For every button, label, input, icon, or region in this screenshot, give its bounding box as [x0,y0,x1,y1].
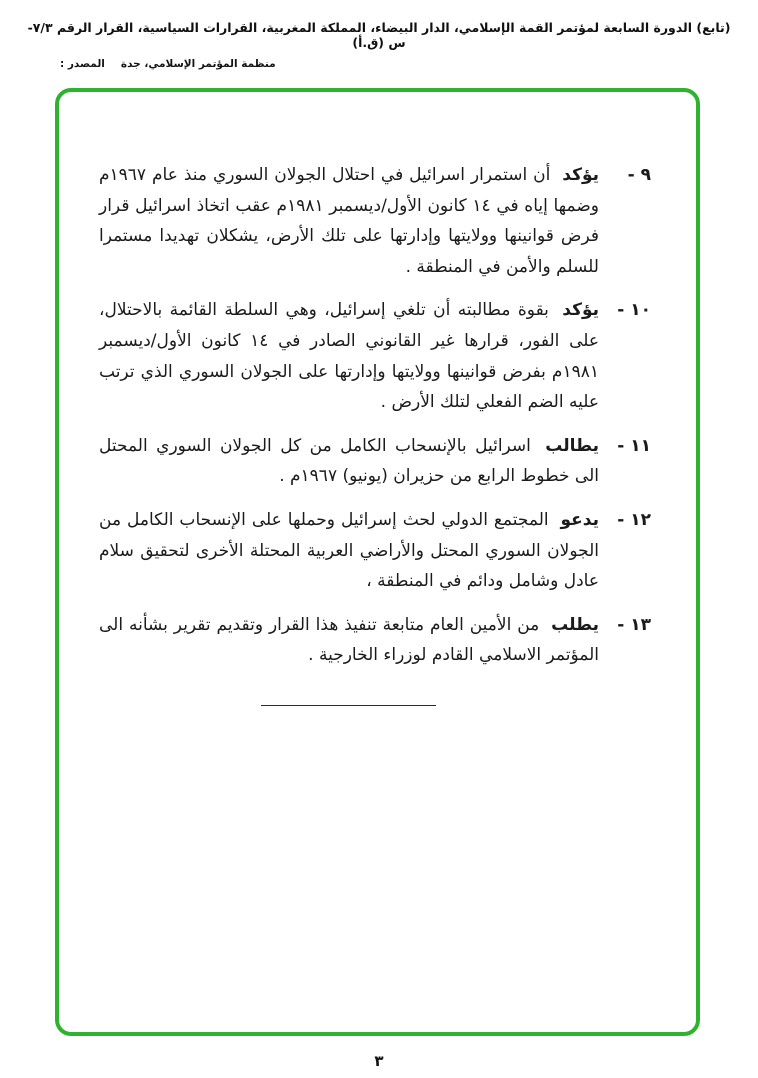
item-lead: يؤكد [562,300,600,321]
page-number: ٣ [374,1052,384,1070]
header-source-line [60,58,758,70]
item-text [99,295,599,417]
resolution-item-11 [99,431,651,492]
item-number: ١٣ - [617,614,651,635]
item-lead: يدعو [560,509,599,530]
item-number: ١٠ - [617,300,651,321]
item-lead: يطالب [545,435,599,456]
item-lead: يطلب [551,614,600,635]
item-text [99,160,599,282]
item-text [99,431,599,492]
document-header [0,0,758,70]
resolution-item-9 [99,160,651,282]
separator-line [261,705,436,706]
item-number: ٩ - [627,165,651,185]
resolution-item-13 [99,610,651,671]
item-text [99,610,599,671]
resolution-item-12 [99,505,651,597]
resolution-items [99,160,651,706]
item-rest: أن استمرار اسرائيل في احتلال الجولان السوري منذ عام ١٩٦٧م وضمها إياه في ١٤ كانون الأول/ديسمبر ١٩٨١م عقب اتخاذ اسرائيل قرار فرض قوانينها وولايتها وإدارتها على تلك الأرض، يشكلان تهديدا مستمرا للسلم والأمن في المنطقة . [99,165,599,277]
item-text [99,505,599,597]
item-lead: يؤكد [562,165,599,185]
item-rest: المجتمع الدولي لحث إسرائيل وحملها على الإنسحاب الكامل من الجولان السوري المحتل والأراضي العربية المحتلة الأخرى لتحقيق سلام عادل وشامل ودائم في المنطقة ، [99,509,599,592]
resolution-item-10 [99,295,651,417]
header-title: (تابع) الدورة السابعة لمؤتمر القمة الإسلامي، الدار البيضاء، المملكة المغربية، القرارات السياسية، القرار الرقم ٧/٣-س (ق.أ) [27,20,731,50]
source-value: منظمة المؤتمر الإسلامي، جدة [120,58,276,70]
item-rest: من الأمين العام متابعة تنفيذ هذا القرار وتقديم تقرير بشأنه الى المؤتمر الاسلامي القادم لوزراء الخارجية . [99,614,599,666]
item-rest: اسرائيل بالإنسحاب الكامل من كل الجولان السوري المحتل الى خطوط الرابع من حزيران (يونيو) ١٩٦٧م . [99,435,599,487]
item-rest: بقوة مطالبته أن تلغي إسرائيل، وهي السلطة القائمة بالاحتلال، على الفور، قرارها غير القانوني الصادر في ١٤ كانون الأول/ديسمبر ١٩٨١م بفرض قوانينها وولايتها وإدارتها على الجولان السوري الذي ترتب عليه الضم الفعلي لتلك الأرض . [99,300,600,413]
item-number: ١٢ - [617,509,651,530]
document-border-frame [55,88,700,1036]
item-number: ١١ - [617,435,651,456]
source-label: المصدر : [60,58,105,70]
